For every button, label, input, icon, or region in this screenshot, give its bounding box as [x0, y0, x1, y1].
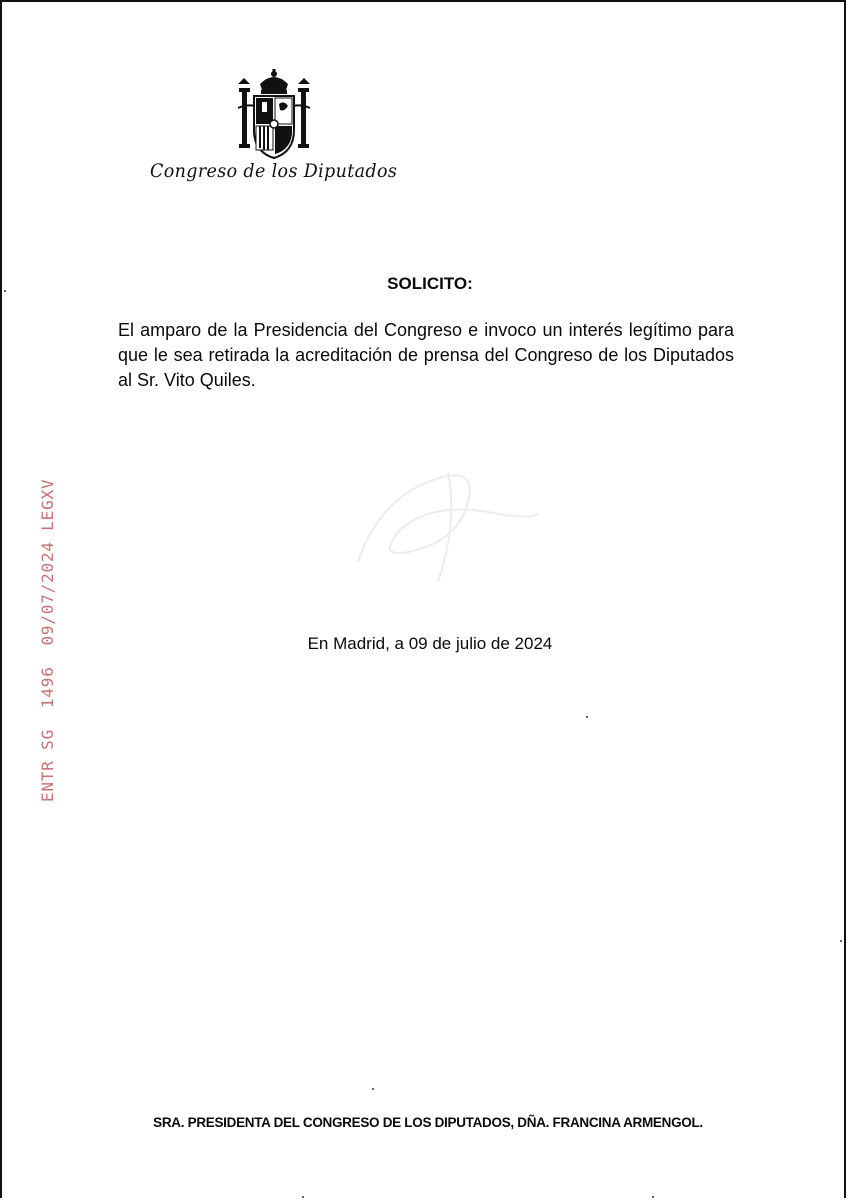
- scan-speck: [652, 1196, 654, 1198]
- request-body: El amparo de la Presidencia del Congreso e invoco un interés legítimo para que le sea retirada la acreditación de prensa del Congreso de los Diputados al Sr. Vito Quiles.: [118, 320, 734, 390]
- recipient-line: SRA. PRESIDENTA DEL CONGRESO DE LOS DIPUTADOS, DÑA. FRANCINA ARMENGOL.: [153, 1115, 703, 1130]
- place-and-date: En Madrid, a 09 de julio de 2024: [307, 634, 553, 653]
- scan-speck: [302, 1196, 304, 1198]
- request-heading: SOLICITO:: [387, 274, 473, 293]
- scan-speck: [586, 716, 588, 718]
- scan-speck: [4, 290, 6, 292]
- letterhead-institution-name: Congreso de los Diputados: [150, 160, 398, 182]
- registry-entry-stamp: ENTR SG 1496 09/07/2024 LEGXV: [38, 478, 57, 802]
- coat-of-arms-icon: [234, 68, 314, 164]
- faint-signature-icon: [338, 442, 548, 602]
- scan-speck: [840, 940, 842, 942]
- scan-speck: [372, 1088, 374, 1090]
